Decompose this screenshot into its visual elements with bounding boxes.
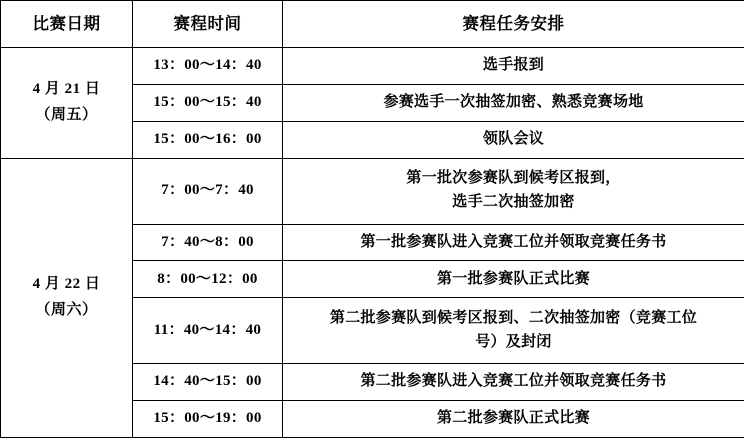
date-line: 4 月 22 日 (32, 276, 101, 293)
task-cell (283, 48, 744, 85)
time-cell: 14：40～15：00 (133, 364, 283, 401)
task-line: 第二批参赛队进入竞赛工位并领取竞赛任务书 (360, 373, 667, 390)
column-header-time: 赛程时间 (133, 1, 283, 48)
task-line: 第一批参赛队正式比赛 (436, 270, 590, 287)
task-line: 第二批参赛队正式比赛 (436, 410, 590, 427)
date-line: 4 月 21 日 (32, 81, 101, 98)
time-cell: 8：00～12：00 (133, 261, 283, 298)
time-cell: 7：00～7：40 (133, 158, 283, 224)
task-line: 参赛选手一次抽签加密、熟悉竞赛场地 (383, 94, 644, 111)
task-line: 选手二次抽签加密 (452, 194, 575, 211)
task-cell (283, 261, 744, 298)
time-cell: 11：40～14：40 (133, 298, 283, 364)
date-line: （周六） (35, 301, 98, 318)
task-line: 号）及封闭 (475, 333, 552, 350)
task-line: 第一批次参赛队到候考区报到， (406, 170, 621, 187)
task-cell (283, 84, 744, 121)
task-line: 第二批参赛队到候考区报到、二次抽签加密（竞赛工位 (329, 309, 698, 326)
date-cell-day1 (1, 48, 133, 159)
task-line: 选手报到 (482, 57, 545, 74)
task-cell (283, 158, 744, 224)
task-cell (283, 298, 744, 364)
task-line: 第一批参赛队进入竞赛工位并领取竞赛任务书 (360, 233, 667, 250)
table-header-row (1, 1, 744, 48)
date-line: （周五） (35, 106, 98, 123)
time-cell: 13：00～14：40 (133, 48, 283, 85)
task-cell (283, 364, 744, 401)
time-cell: 15：00～19：00 (133, 401, 283, 438)
table-row (1, 48, 744, 85)
time-cell: 15：00～15：40 (133, 84, 283, 121)
date-cell-day2 (1, 158, 133, 437)
column-header-date: 比赛日期 (1, 1, 133, 48)
column-header-task: 赛程任务安排 (283, 1, 744, 48)
time-cell: 15：00～16：00 (133, 121, 283, 158)
task-cell (283, 121, 744, 158)
time-cell: 7：40～8：00 (133, 224, 283, 261)
task-cell (283, 401, 744, 438)
task-line: 领队会议 (482, 131, 545, 148)
task-cell (283, 224, 744, 261)
table-body (1, 48, 744, 438)
table-row (1, 158, 744, 224)
table-header (1, 1, 744, 48)
